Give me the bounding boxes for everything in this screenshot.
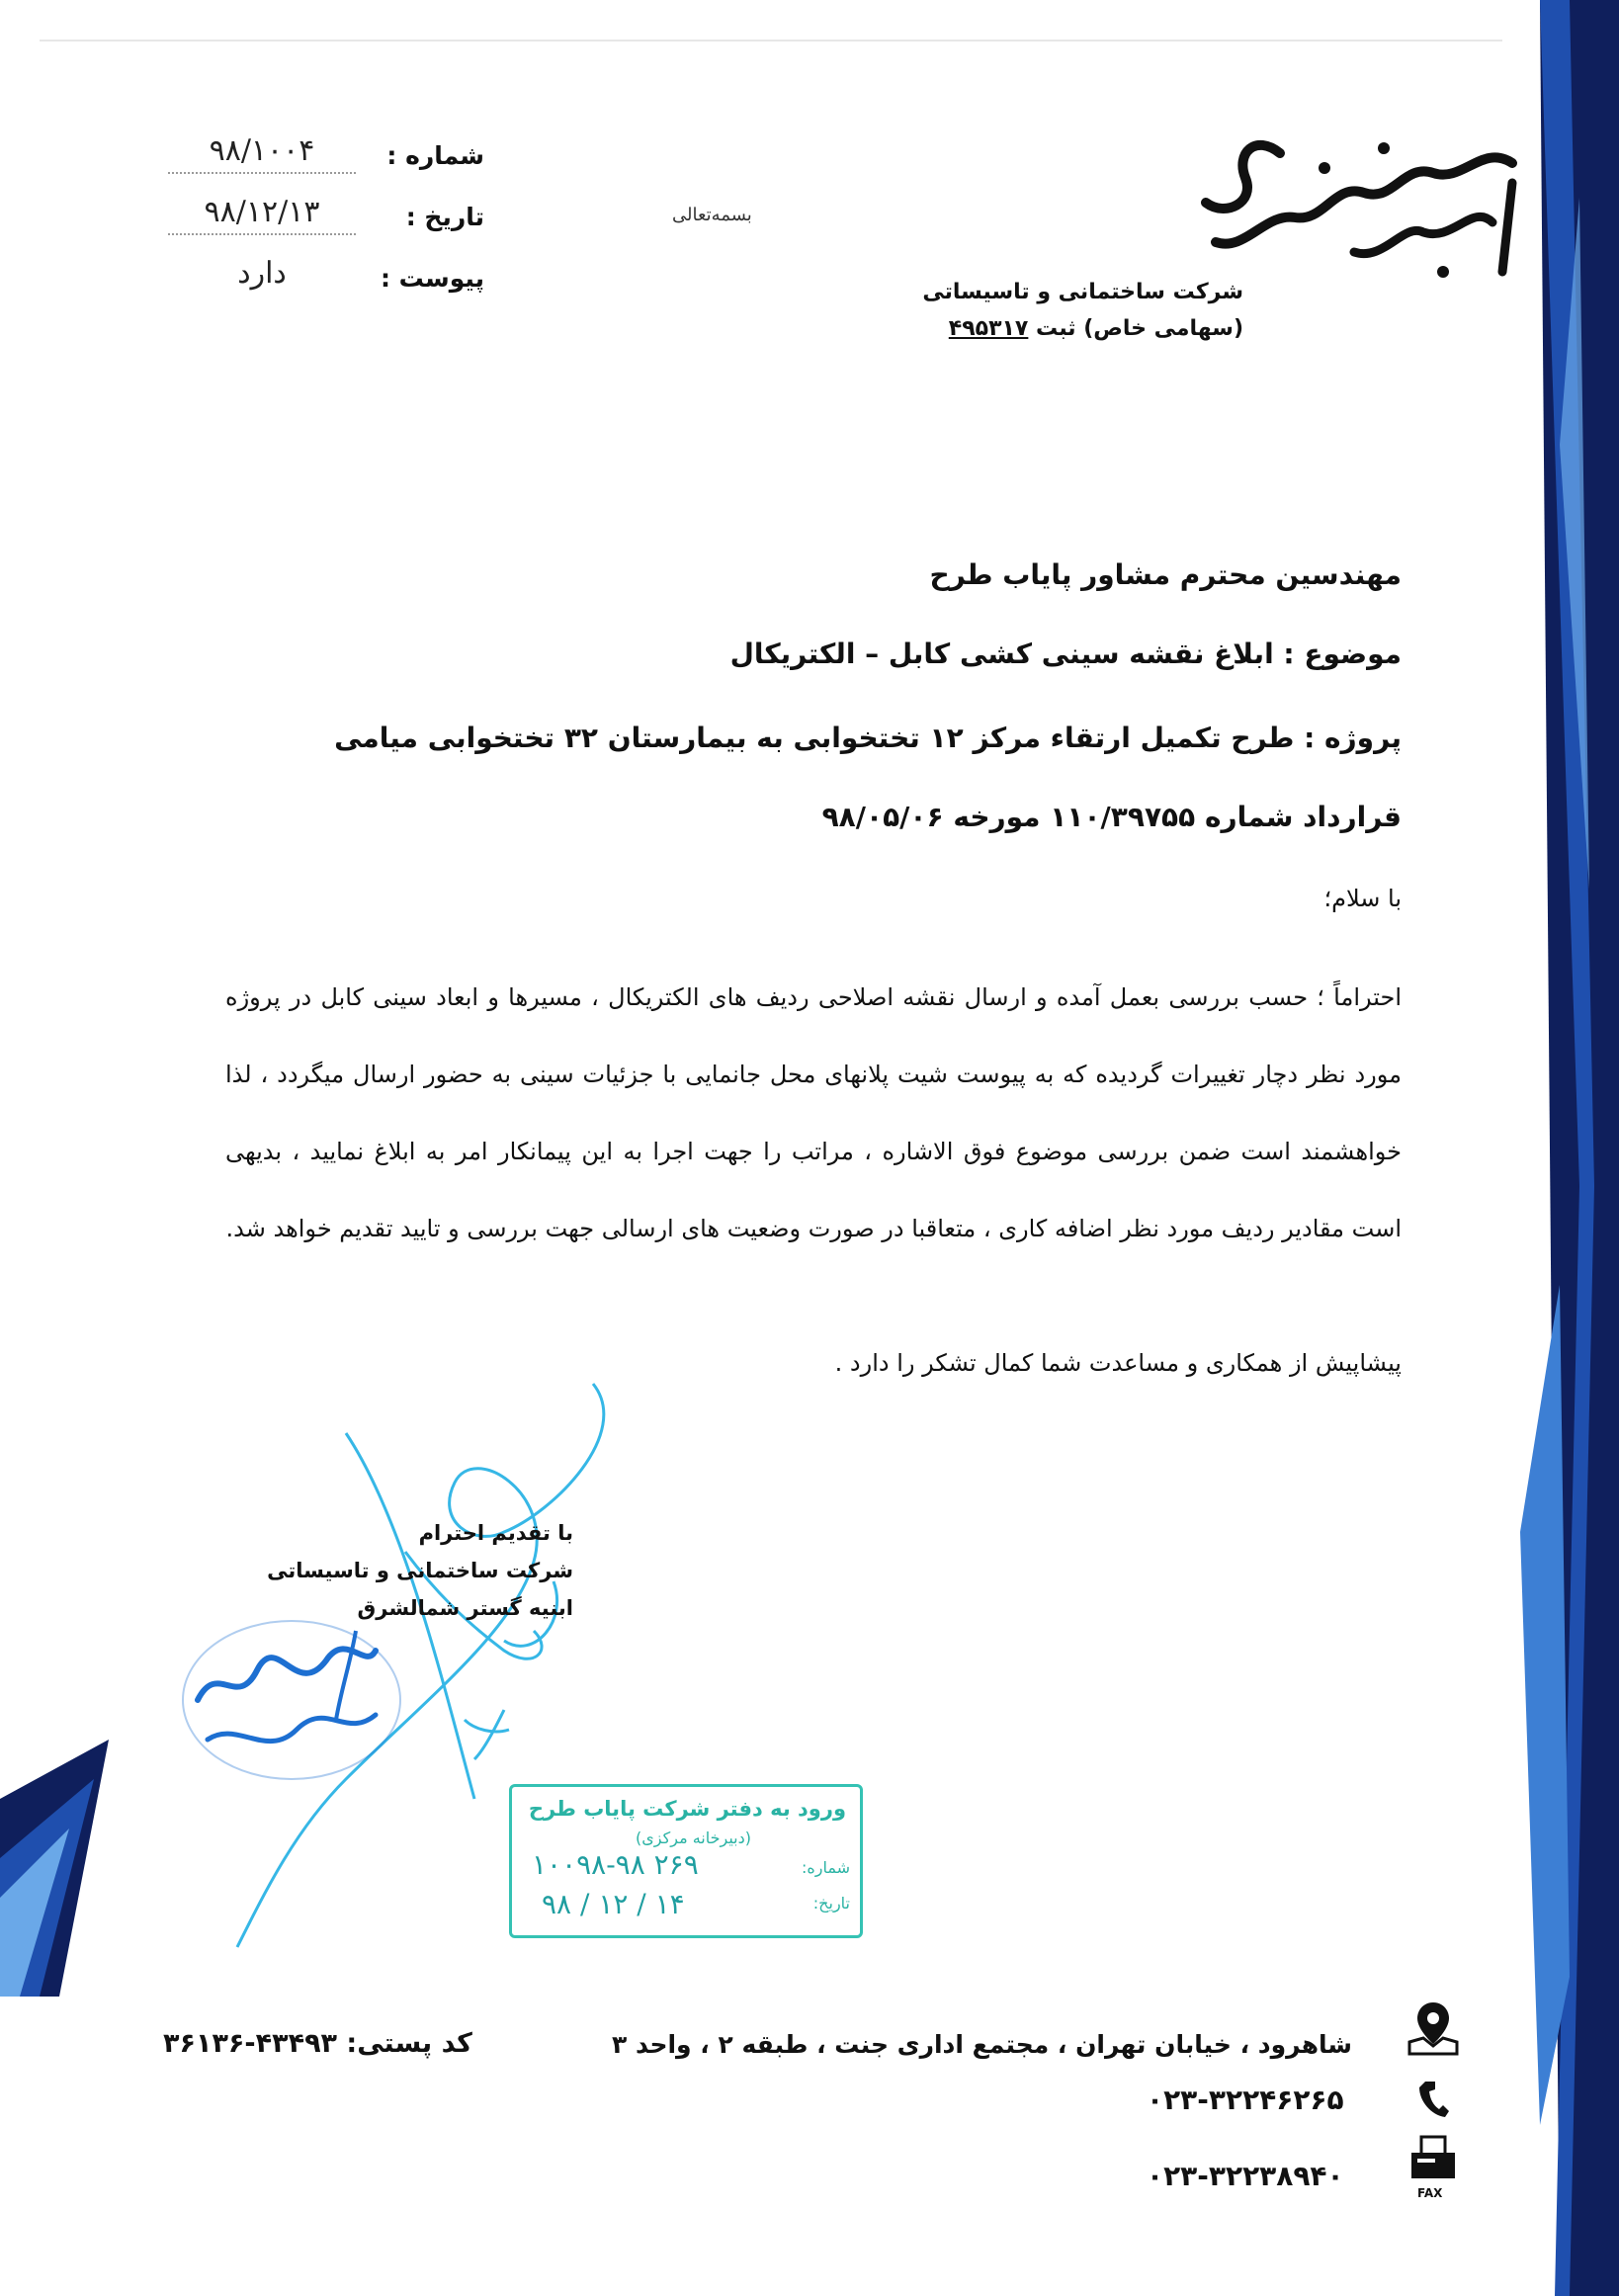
stamp-subtitle: (دبیرخانه مرکزی) [636, 1828, 751, 1847]
letter-number: ۹۸/۱۰۰۴ [168, 133, 356, 174]
scan-edge [40, 40, 1502, 42]
project: پروژه : طرح تکمیل ارتقاء مرکز ۱۲ تختخوابی به بیمارستان ۳۲ تختخوابی میامی [334, 722, 1402, 754]
signature-block [267, 1514, 573, 1627]
decorative-wedge [0, 1740, 128, 1997]
letter-date: ۹۸/۱۲/۱۳ [168, 195, 356, 235]
letter-meta [148, 133, 484, 317]
attachment-row [148, 256, 484, 317]
number-row [148, 133, 484, 195]
footer-postal-code: کد پستی: ۴۳۴۹۳-۳۶۱۳۶ [163, 2028, 472, 2059]
sign-line-company-type: شرکت ساختمانی و تاسیساتی [267, 1559, 573, 1582]
contract: قرارداد شماره ۱۱۰/۳۹۷۵۵ مورخه ۹۸/۰۵/۰۶ [821, 801, 1402, 833]
stamp-date-value: ۹۸ / ۱۲ / ۱۴ [542, 1888, 685, 1920]
footer-icons [1404, 1997, 1463, 2202]
attachment-value: دارد [237, 256, 287, 291]
phone-icon [1404, 2068, 1463, 2127]
subject: موضوع : ابلاغ نقشه سینی کشی کابل – الکتریکال [729, 638, 1402, 670]
company-registration-line [949, 316, 1243, 341]
greeting: با سلام؛ [1323, 885, 1402, 912]
decorative-band [1500, 0, 1619, 2296]
closing-line: پیشاپیش از همکاری و مساعدت شما کمال تشکر را دارد . [834, 1349, 1402, 1377]
fax-label: FAX [1417, 2186, 1443, 2200]
footer-fax: ۰۲۳-۳۲۲۳۸۹۴۰ [1147, 2160, 1344, 2192]
company-type: شرکت ساختمانی و تاسیساتی [922, 280, 1243, 304]
share-type: (سهامی خاص) ثبت [1036, 316, 1243, 341]
company-logo [1186, 124, 1522, 292]
sign-line-company-name: ابنیه گستر شمالشرق [357, 1596, 573, 1620]
addressee: مهندسین محترم مشاور پایاب طرح [929, 558, 1402, 591]
stamp-number-label: شماره: [801, 1858, 850, 1877]
attachment-label: پیوست : [380, 264, 484, 293]
registration-number: ۴۹۵۳۱۷ [948, 316, 1029, 341]
footer-phone: ۰۲۳-۳۲۲۴۶۲۶۵ [1147, 2083, 1344, 2116]
received-stamp [509, 1784, 863, 1938]
date-row [148, 195, 484, 256]
besmellah: بسمه‌تعالی [672, 205, 752, 225]
date-label: تاریخ : [405, 203, 484, 231]
stamp-date-label: تاریخ: [812, 1894, 850, 1913]
stamp-title: ورود به دفتر شرکت پایاب طرح [528, 1797, 846, 1821]
footer-address: شاهرود ، خیابان تهران ، مجتمع اداری جنت ، طبقه ۲ ، واحد ۳ [612, 2030, 1352, 2059]
stamp-number-value: ۱۰۰۹۸-۹۸ ۲۶۹ [532, 1848, 699, 1881]
number-label: شماره : [386, 141, 484, 170]
location-icon [1404, 1997, 1463, 2056]
sign-line-respect: با تقدیم احترام [418, 1521, 573, 1545]
body-paragraph: احتراماً ؛ حسب بررسی بعمل آمده و ارسال نقشه اصلاحی ردیف های الکتریکال ، مسیرها و ابعاد سینی کابل در پروژه مورد نظر دچار تغییرات گردیده که به پیوست شیت پلانهای محل جانمایی با جزئیات سینی به حضور ارسال میگردد ، لذا خواهشمند است ضمن بررسی موضوع فوق الاشاره ، مراتب را جهت اجرا به این پیمانکار امر به ابلاغ نمایید ، بدیهی است مقادیر ردیف مورد نظر اضافه کاری ، متعاقبا در صورت وضعیت های ارسالی جهت بررسی و تایید تقدیم خواهد شد. [225, 983, 1402, 1242]
